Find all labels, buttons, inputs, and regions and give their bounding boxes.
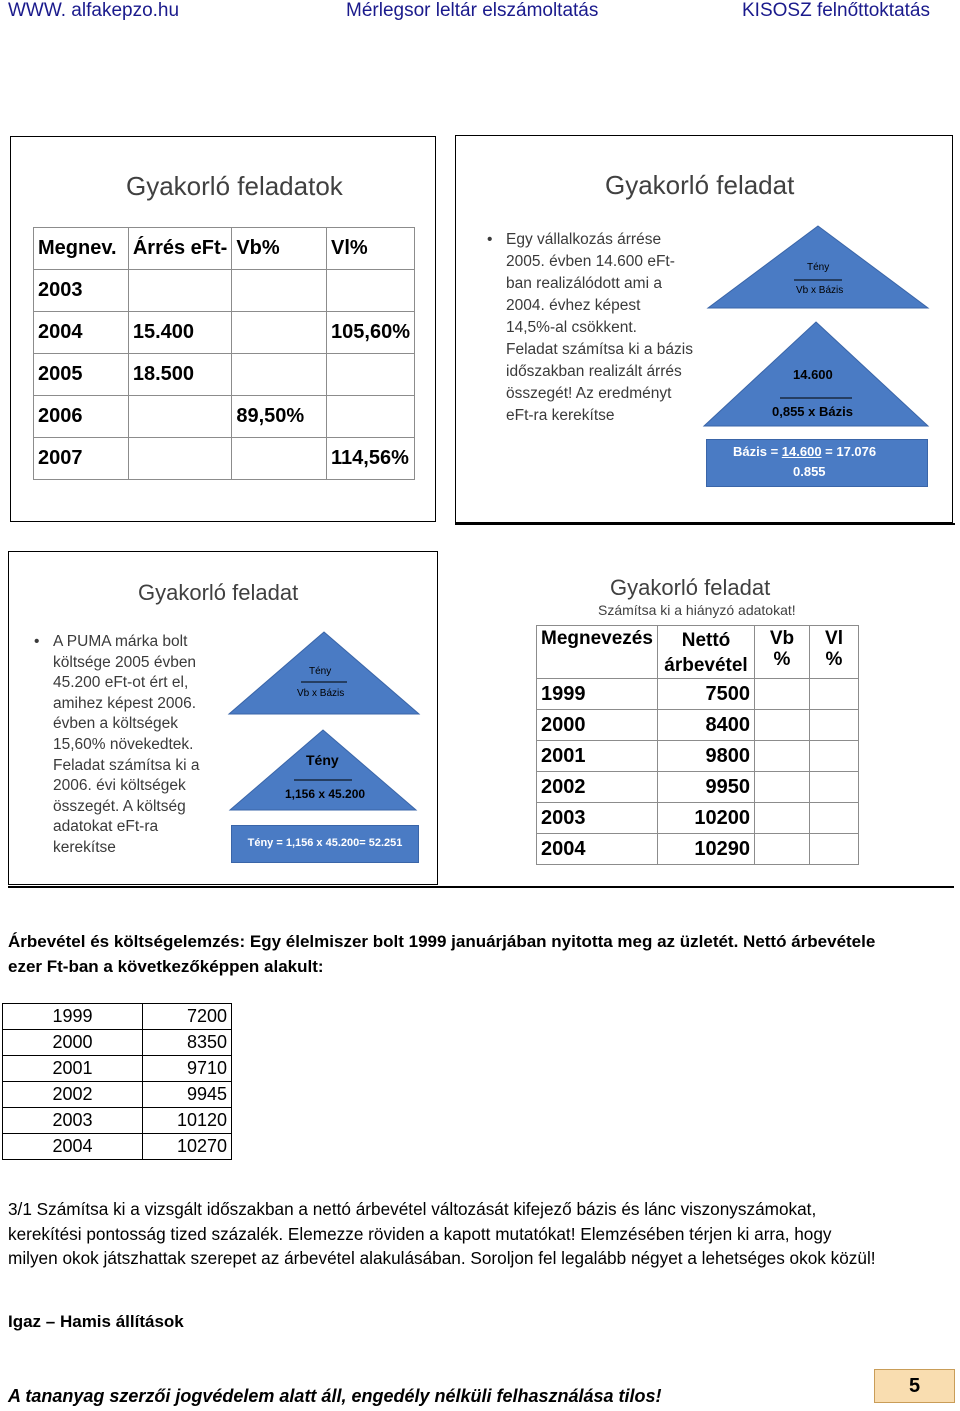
result-prefix: Bázis =: [733, 444, 782, 459]
bullet-line: költsége 2005 évben: [53, 653, 197, 671]
table-row: [537, 741, 859, 772]
table-cell: 2003: [34, 270, 129, 312]
slide4-title: Gyakorló feladat: [610, 575, 771, 600]
header-line: %: [825, 649, 843, 670]
table-cell: [232, 270, 327, 312]
table-cell: [232, 438, 327, 480]
table-cell: 7500: [658, 679, 755, 710]
table-row: [537, 679, 859, 710]
bullet-line: 2004. évhez képest: [506, 297, 641, 314]
table-cell: [810, 803, 859, 834]
table-row: [537, 834, 859, 865]
slide1-title: Gyakorló feladatok: [126, 171, 343, 201]
table-cell: [327, 270, 415, 312]
revenue-table: [2, 1003, 232, 1160]
bullet-line: amihez képest 2006.: [53, 694, 197, 712]
table-row: [34, 438, 415, 480]
slide4-header-cell: [810, 626, 859, 679]
table-cell: 10290: [658, 834, 755, 865]
table-cell: 15.400: [128, 312, 231, 354]
bullet-line: összegét. A költség: [53, 797, 186, 815]
slide2-title: Gyakorló feladat: [605, 170, 795, 200]
table-cell: 2006: [34, 396, 129, 438]
task-paragraph: [8, 1197, 876, 1271]
intro-paragraph: [8, 929, 875, 979]
bullet-line: 15,60% növekedtek.: [53, 735, 194, 753]
table-cell: [327, 354, 415, 396]
table-cell: 2001: [537, 741, 658, 772]
slide1-header-cell: Vb%: [232, 228, 327, 270]
table-row: [537, 803, 859, 834]
table-row: [537, 772, 859, 803]
table-cell: [810, 679, 859, 710]
table-row: [34, 270, 415, 312]
table-cell: 9950: [658, 772, 755, 803]
table-row: [537, 710, 859, 741]
slide4-table: [536, 625, 859, 865]
year-cell: 2002: [3, 1082, 143, 1108]
year-cell: 2000: [3, 1030, 143, 1056]
bullet-line: eFt-ra kerekítse: [506, 407, 615, 424]
slide1-table: [33, 227, 415, 480]
table-cell: 2003: [537, 803, 658, 834]
table-row: [3, 1056, 232, 1082]
tri2-denominator: 0,855 x Bázis: [772, 404, 853, 419]
bullet-line: adatokat eFt-ra: [53, 818, 159, 836]
value-cell: 7200: [143, 1004, 232, 1030]
table-cell: 9800: [658, 741, 755, 772]
value-cell: 9945: [143, 1082, 232, 1108]
header-line: Nettó: [681, 630, 731, 651]
task-line: milyen okok játszhattak szerepet az árbevétel alakulásában. Soroljon fel legalább négyet a lehetséges okok közül!: [8, 1248, 876, 1268]
table-cell: 1999: [537, 679, 658, 710]
bullet-icon: •: [487, 231, 493, 248]
bullet-line: Egy vállalkozás árrése: [506, 231, 662, 248]
bullet-line: ban realizálódott ami a: [506, 275, 662, 292]
divider: [455, 523, 955, 525]
year-cell: 2001: [3, 1056, 143, 1082]
bullet-line: Feladat számítsa ki a bázis: [506, 341, 693, 358]
bullet-line: Feladat számítsa ki a: [53, 756, 200, 774]
table-cell: 89,50%: [232, 396, 327, 438]
header-line: árbevétel: [664, 655, 748, 676]
slide3-title: Gyakorló feladat: [138, 580, 299, 605]
value-cell: 9710: [143, 1056, 232, 1082]
year-cell: 1999: [3, 1004, 143, 1030]
bullet-line: 2005. évben 14.600 eFt-: [506, 253, 675, 270]
tri2-denominator: 1,156 x 45.200: [285, 787, 366, 801]
table-cell: [232, 312, 327, 354]
table-cell: 10200: [658, 803, 755, 834]
slide4-header-cell: [658, 626, 755, 679]
bullet-icon: •: [34, 633, 40, 650]
table-cell: [755, 679, 810, 710]
table-cell: [755, 710, 810, 741]
slide1-header-cell: Vl%: [327, 228, 415, 270]
table-cell: [810, 834, 859, 865]
tri2-numerator: Tény: [306, 752, 339, 768]
bullet-line: összegét! Az eredményt: [506, 385, 672, 402]
tri1-numerator: Tény: [807, 262, 830, 273]
page-number: 5: [874, 1369, 955, 1403]
slide-puma-feladat: [8, 551, 438, 885]
slide1-header-cell: Megnev.: [34, 228, 129, 270]
table-row: [3, 1030, 232, 1056]
slide-arres-feladat: [455, 135, 953, 523]
bullet-line: időszakban realizált árrés: [506, 363, 682, 380]
slide3-bullet: [34, 632, 200, 859]
table-cell: 8400: [658, 710, 755, 741]
table-row: [34, 312, 415, 354]
value-cell: 8350: [143, 1030, 232, 1056]
slide4-subtitle: Számítsa ki a hiányzó adatokat!: [598, 602, 796, 618]
table-cell: [810, 772, 859, 803]
table-row: [3, 1004, 232, 1030]
table-cell: 2004: [537, 834, 658, 865]
table-cell: 2005: [34, 354, 129, 396]
task-line: kerekítési pontosság tized százalék. Elemezze röviden a kapott mutatókat! Elemzésében térjen ki arra, hogy: [8, 1223, 832, 1244]
year-cell: 2003: [3, 1108, 143, 1134]
table-row: [3, 1082, 232, 1108]
table-cell: [327, 396, 415, 438]
header-line: Vl: [825, 628, 843, 649]
table-row: [3, 1108, 232, 1134]
bullet-line: kerekítse: [53, 838, 116, 856]
value-cell: 10120: [143, 1108, 232, 1134]
table-cell: [755, 772, 810, 803]
slide2-bullet: [487, 229, 693, 427]
header-title: Mérlegsor leltár elszámoltatás: [346, 0, 599, 21]
table-cell: [755, 834, 810, 865]
copyright-note: A tananyag szerzői jogvédelem alatt áll, engedély nélküli felhasználása tilos!: [8, 1386, 662, 1406]
table-cell: [810, 741, 859, 772]
table-cell: [128, 396, 231, 438]
result-box: [706, 439, 928, 487]
table-cell: 105,60%: [327, 312, 415, 354]
table-cell: 2002: [537, 772, 658, 803]
bullet-line: évben a költségek: [53, 715, 178, 733]
section-title: Igaz – Hamis állítások: [8, 1312, 184, 1331]
intro-line: ezer Ft-ban a következőképpen alakult:: [8, 957, 324, 976]
task-line: 3/1 Számítsa ki a vizsgált időszakban a nettó árbevétel változását kifejező bázis és lánc viszonyszámokat,: [8, 1199, 817, 1219]
bullet-line: 45.200 eFt-ot ért el,: [53, 674, 189, 692]
result-value: = 17.076: [821, 444, 877, 459]
result-box: Tény = 1,156 x 45.200= 52.251: [231, 825, 419, 863]
table-cell: 2000: [537, 710, 658, 741]
table-cell: 114,56%: [327, 438, 415, 480]
table-cell: 18.500: [128, 354, 231, 396]
slide4-header-cell: Megnevezés: [537, 626, 658, 679]
header-site: WWW. alfakepzo.hu: [8, 0, 180, 21]
result-denominator: 0.855: [793, 464, 826, 479]
divider: [8, 886, 954, 888]
table-cell: [755, 803, 810, 834]
bullet-line: A PUMA márka bolt: [53, 633, 188, 650]
tri1-numerator: Tény: [309, 666, 332, 677]
slide4-header-cell: [755, 626, 810, 679]
tri1-denominator: Vb x Bázis: [297, 688, 345, 699]
header-line: Vb: [769, 628, 795, 649]
header-line: %: [773, 649, 791, 670]
table-row: [34, 354, 415, 396]
header-org: KISOSZ felnőttoktatás: [742, 0, 930, 21]
result-numerator: 14.600: [781, 444, 822, 459]
table-cell: [128, 270, 231, 312]
table-cell: [755, 741, 810, 772]
year-cell: 2004: [3, 1134, 143, 1160]
table-cell: [232, 354, 327, 396]
tri2-numerator: 14.600: [793, 367, 833, 382]
bullet-line: 14,5%-al csökkent.: [506, 319, 637, 336]
table-cell: 2007: [34, 438, 129, 480]
table-cell: [128, 438, 231, 480]
bullet-line: 2006. évi költségek: [53, 777, 186, 795]
table-row: [34, 396, 415, 438]
slide1-header-cell: Árrés eFt-: [128, 228, 231, 270]
table-row: [3, 1134, 232, 1160]
table-cell: 2004: [34, 312, 129, 354]
value-cell: 10270: [143, 1134, 232, 1160]
slide-gyakorlo-feladatok: [10, 136, 436, 522]
tri1-denominator: Vb x Bázis: [796, 285, 844, 296]
table-cell: [810, 710, 859, 741]
intro-line: Árbevétel és költségelemzés: Egy élelmiszer bolt 1999 januárjában nyitotta meg az üzletét. Nettó árbevétele: [8, 932, 876, 951]
